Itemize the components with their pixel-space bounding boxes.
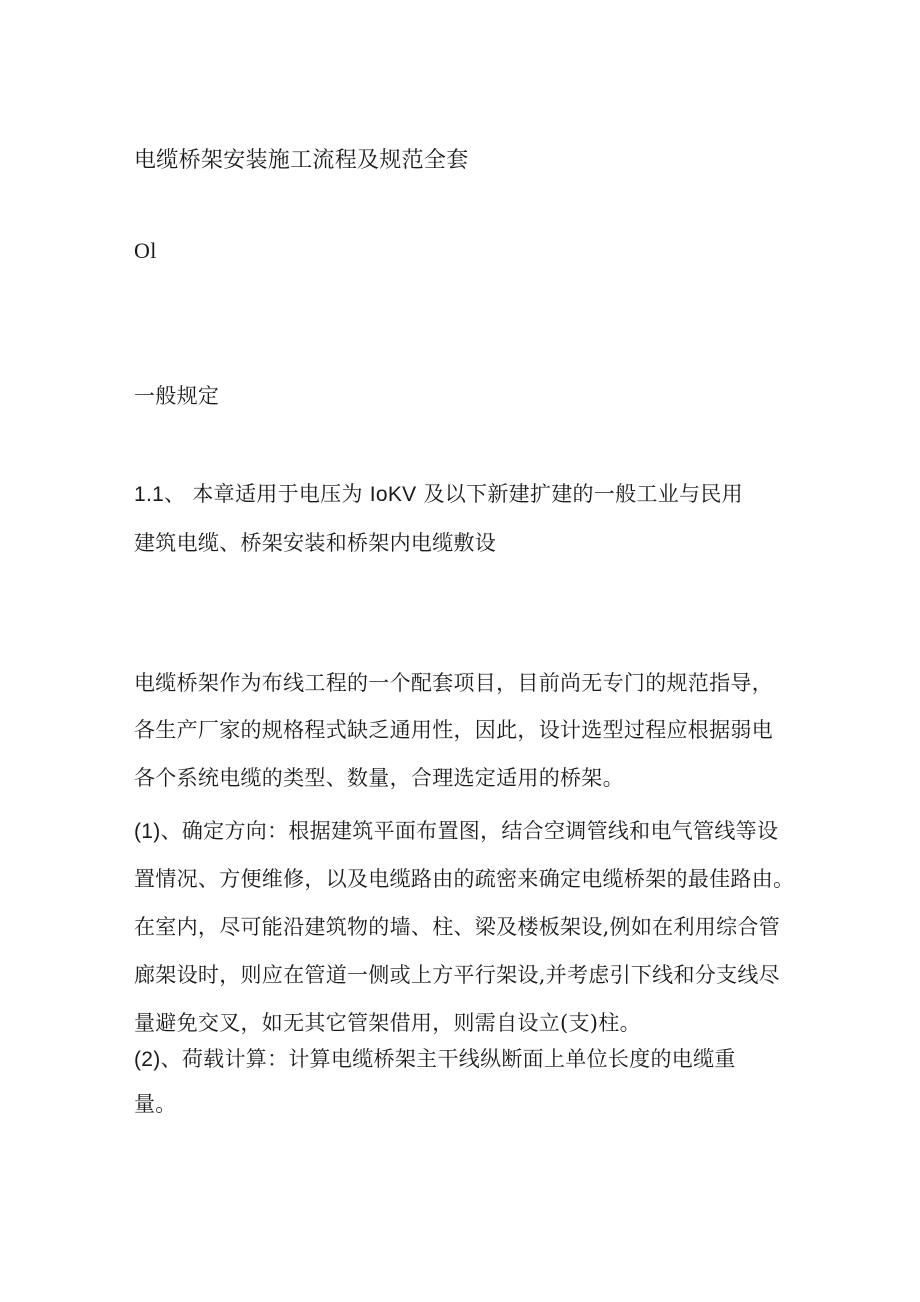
intro-paragraph-line: 各生产厂家的规格程式缺乏通用性，因此，设计选型过程应根据弱电 bbox=[134, 718, 773, 742]
item-2-line-1 bbox=[134, 1046, 736, 1073]
intro-paragraph-line: 各个系统电缆的类型、数量，合理选定适用的桥架。 bbox=[134, 766, 624, 790]
clause-1-1-line-1 bbox=[134, 481, 743, 508]
clause-text: 、 本章适用于电压为 bbox=[164, 482, 370, 506]
section-heading: 一般规定 bbox=[134, 384, 220, 408]
item-1-line: 置情况、方便维修，以及电缆路由的疏密来确定电缆桥架的最佳路由。 bbox=[134, 867, 795, 891]
item-text: 、荷载计算：计算电缆桥架主干线纵断面上单位长度的电缆重 bbox=[160, 1047, 736, 1071]
item-1-line-1 bbox=[134, 818, 778, 845]
intro-paragraph-line: 电缆桥架作为布线工程的一个配套项目，目前尚无专门的规范指导， bbox=[134, 671, 773, 695]
item-1-line: 在室内，尽可能沿建筑物的墙、柱、梁及楼板架设,例如在利用综合管 bbox=[134, 915, 780, 939]
item-number: (1) bbox=[134, 820, 161, 843]
item-text: 、确定方向：根据建筑平面布置图，结合空调管线和电气管线等设 bbox=[160, 819, 779, 843]
item-1-line: 廊架设时，则应在管道一侧或上方平行架设,并考虑引下线和分支线尽 bbox=[134, 963, 780, 987]
item-number: (2) bbox=[134, 1048, 161, 1071]
voltage-value: IoKV bbox=[369, 483, 417, 506]
section-marker: Ol bbox=[134, 238, 157, 263]
item-1-line: 量避免交叉，如无其它管架借用，则需自设立(支)柱。 bbox=[134, 1011, 641, 1035]
clause-1-1-line-2: 建筑电缆、桥架安装和桥架内电缆敷设 bbox=[134, 531, 497, 555]
document-title: 电缆桥架安装施工流程及规范全套 bbox=[134, 148, 469, 173]
item-2-line: 量。 bbox=[134, 1092, 177, 1116]
clause-text: 及以下新建扩建的一般工业与民用 bbox=[416, 482, 743, 506]
clause-number: 1.1 bbox=[134, 483, 165, 506]
